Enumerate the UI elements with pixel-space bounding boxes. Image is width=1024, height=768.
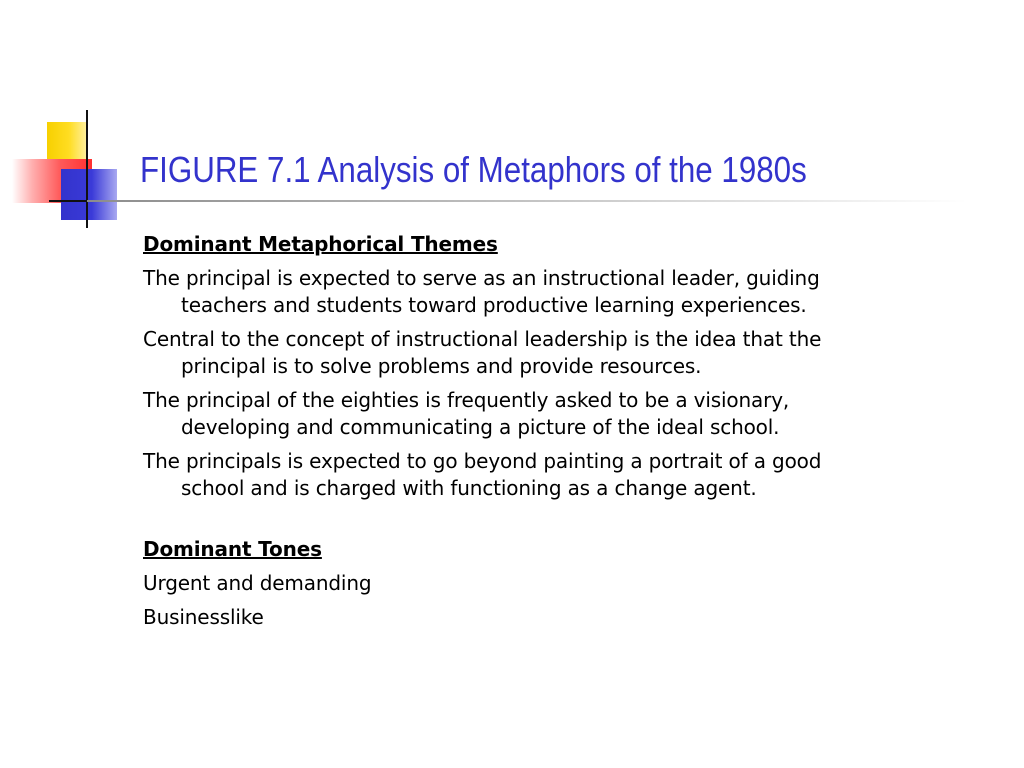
theme-item: Central to the concept of instructional leadership is the idea that the principal is to solve problems and provide resources. [143, 327, 822, 378]
theme-item: The principals is expected to go beyond painting a portrait of a good school and is charged with functioning as a change agent. [143, 449, 822, 500]
slide-body [143, 231, 943, 638]
title-underline-rule [87, 200, 967, 202]
section-spacer [143, 509, 943, 536]
themes-heading: Dominant Metaphorical Themes [143, 232, 498, 256]
slide-decoration [0, 0, 150, 240]
tones-heading: Dominant Tones [143, 537, 322, 561]
slide-title: FIGURE 7.1 Analysis of Metaphors of the 1980s [140, 149, 807, 190]
decoration-vertical-line [86, 110, 88, 228]
theme-item: The principal is expected to serve as an instructional leader, guiding teachers and students toward productive learning experiences. [143, 266, 820, 317]
decoration-blue-square [61, 169, 117, 220]
tone-item: Businesslike [143, 605, 264, 629]
theme-item: The principal of the eighties is frequently asked to be a visionary, developing and communicating a picture of the ideal school. [143, 388, 790, 439]
tone-item: Urgent and demanding [143, 571, 372, 595]
